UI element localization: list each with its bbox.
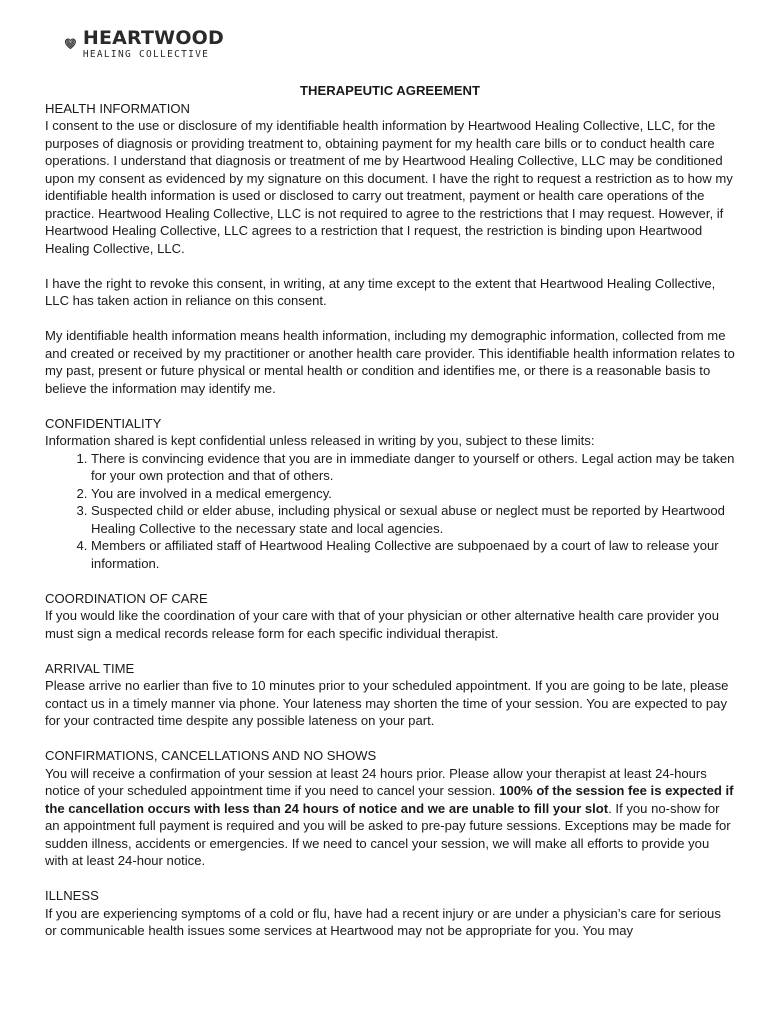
logo-subtitle: HEALING COLLECTIVE <box>82 48 210 60</box>
section-heading-arrival: ARRIVAL TIME <box>45 660 135 676</box>
list-item: 1. There is convincing evidence that you are in immediate danger to yourself or others. Legal action may be taken for your own protection and that of others. <box>91 450 735 485</box>
list-item: 4. Members or affiliated staff of Heartwood Healing Collective are subpoenaed by a court of law to release your information. <box>91 537 735 572</box>
confidentiality-intro: Information shared is kept confidential unless released in writing by you, subject to these limits: <box>45 433 595 448</box>
list-item: 3. Suspected child or elder abuse, including physical or sexual abuse or neglect must be reported by Heartwood Healing Collective to the necessary state and local agencies. <box>91 502 735 537</box>
section-heading-confidentiality: CONFIDENTIALITY <box>45 415 162 431</box>
tree-ring-heart-icon <box>64 24 77 64</box>
section-heading-illness: ILLNESS <box>45 888 99 903</box>
health-info-paragraph-3: My identifiable health information means health information, including my demographic information, collected from me and created or received by my practitioner or another health care provider. This identifiable health information relates to my past, present or future physical or mental health or condition and identifies me, or there is a reasonable basis to believe the information may identify me. <box>45 328 735 396</box>
document-title: THERAPEUTIC AGREEMENT <box>300 83 480 98</box>
cancellation-fee-emphasis: 100% of the session fee is expected if the cancellation occurs with less than 24 hours of notice and we are unable to fill your slot <box>45 783 734 816</box>
confirmations-text <box>45 765 735 870</box>
section-heading-coordination: COORDINATION OF CARE <box>45 590 208 606</box>
confirmations-text-end: . If you no-show for an appointment full payment is required and you will be asked to pre-pay future sessions. Exceptions may be made for sudden illness, accidents or emergencies. If we need to cancel your session, we will make all efforts to provide you with at least 24-hour notice. <box>45 800 731 868</box>
coordination-text: If you would like the coordination of your care with that of your physician or other alternative health care provider you must sign a medical records release form for each specific individual therapist. <box>45 608 719 641</box>
list-item: 2. You are involved in a medical emergency. <box>91 485 735 503</box>
logo-name: HEARTWOOD <box>82 26 224 49</box>
logo <box>64 24 224 64</box>
document-body <box>45 82 735 940</box>
section-heading-confirmations: CONFIRMATIONS, CANCELLATIONS AND NO SHOWS <box>45 748 377 763</box>
illness-text: If you are experiencing symptoms of a cold or flu, have had a recent injury or are under a physician’s care for serious or communicable health issues some services at Heartwood may not be appropriate for you. You may <box>45 905 721 938</box>
confirmations-text-start: You will receive a confirmation of your session at least 24 hours prior. Please allow your therapist at least 24-hours notice of your scheduled appointment time if you need to cancel your session. <box>45 765 707 798</box>
section-heading-health-information: HEALTH INFORMATION <box>45 100 191 116</box>
arrival-text: Please arrive no earlier than five to 10 minutes prior to your scheduled appointment. If you are going to be late, please contact us in a timely manner via phone. Your lateness may shorten the time of your session. You are expected to pay for your contracted time despite any possible lateness on your part. <box>45 678 729 728</box>
confidentiality-limits-list <box>45 450 735 573</box>
health-info-paragraph-2: I have the right to revoke this consent, in writing, at any time except to the extent that Heartwood Healing Collective, LLC has taken action in reliance on this consent. <box>45 275 716 308</box>
health-info-paragraph-1: I consent to the use or disclosure of my identifiable health information by Heartwood Healing Collective, LLC, for the purposes of diagnosis or providing treatment to, obtaining payment for my health care bills or to conduct health care operations. I understand that diagnosis or treatment of me by Heartwood Healing Collective, LLC may be conditioned upon my consent as evidenced by my signature on this document. I have the right to request a restriction as to how my identifiable health information is used or disclosed to carry out treatment, payment or health care operations of the practice. Heartwood Healing Collective, LLC is not required to agree to the restrictions that I may request. However, if Heartwood Healing Collective, LLC agrees to a restriction that I request, the restriction is binding upon Heartwood Healing Collective, LLC. <box>45 118 733 256</box>
